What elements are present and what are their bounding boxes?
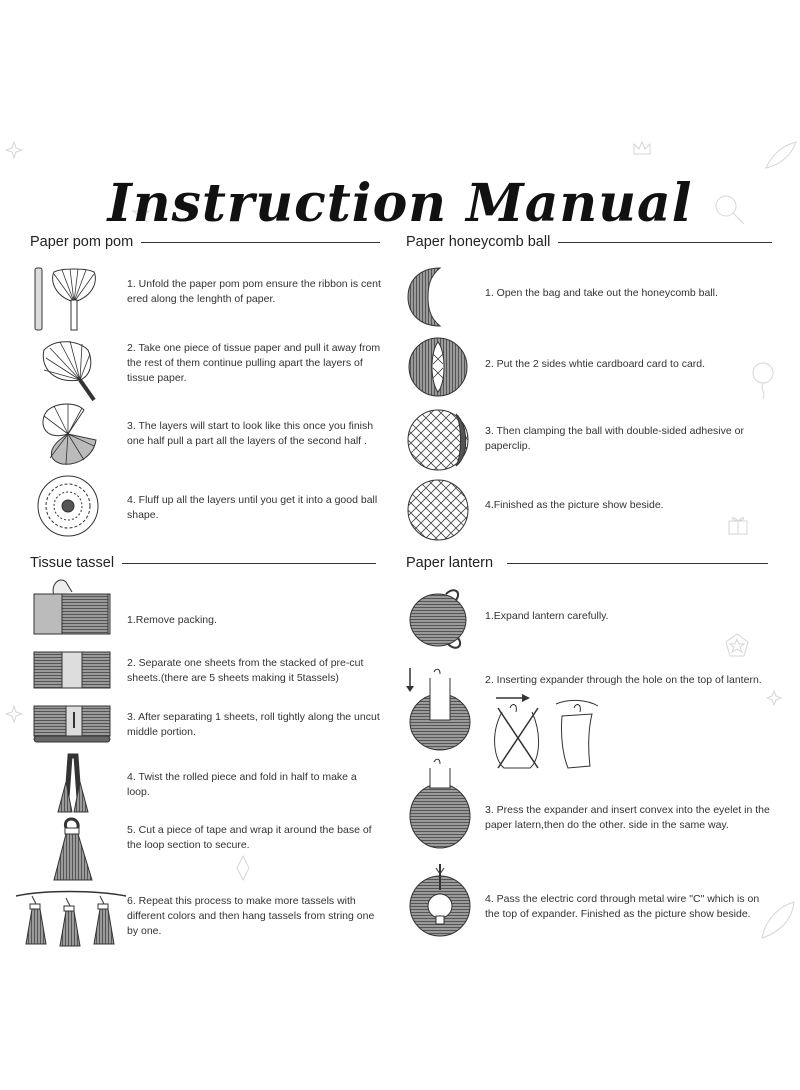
tassel-step-6: 6. Repeat this process to make more tassels with different colors and then hang tassels from string one by one. [127,895,375,937]
lantern-step-1: 1.Expand lantern carefully. [485,610,609,622]
section-heading-pompom [30,234,380,250]
pompom-step-2: 2. Take one piece of tissue paper and pull it away from the rest of them continue pulling apart the layers of tissue paper. [127,342,381,384]
honeycomb-ball-icon [406,478,470,542]
honeycomb-clamp-icon [406,408,472,472]
tassel-step-2: 2. Separate one sheets from the stacked of pre-cut sheets.(there are 5 sheets making it 5tassels) [127,657,364,684]
section-heading-label: Paper honeycomb ball [406,234,551,250]
pompom-step-4: 4. Fluff up all the layers until you get it into a good ball shape. [127,494,378,521]
section-heading-honeycomb [406,234,772,250]
honeycomb-step-3: 3. Then clamping the ball with double-sided adhesive or paperclip. [485,425,744,452]
tassel-pack-icon [32,574,112,638]
pompom-fan-icon [36,336,98,402]
honeycomb-step-2: 2. Put the 2 sides whtie cardboard card to card. [485,358,706,370]
section-heading-label: Paper lantern [406,555,494,571]
tassel-taped-icon [50,812,96,882]
tassel-sheet-icon [32,650,112,690]
lantern-step-3: 3. Press the expander and insert convex into the eyelet in the paper latern,then do the other. side in the same way. [485,804,770,831]
sparkle-icon [4,704,24,724]
pentagon-star-icon [724,632,750,658]
lantern-insert-icon [400,664,480,752]
tassel-step-5: 5. Cut a piece of tape and wrap it around the base of the loop section to secure. [127,824,372,851]
sparkle-icon [4,140,24,160]
gift-icon [726,512,750,536]
tassel-step-3: 3. After separating 1 sheets, roll tightly along the uncut middle portion. [127,711,380,738]
sparkle-icon [766,690,782,706]
pompom-step-3: 3. The layers will start to look like this once you finish one half pull a part all the layers of the second half . [127,420,374,447]
tassel-step-4: 4. Twist the rolled piece and fold in half to make a loop. [127,771,357,798]
section-heading-label: Paper pom pom [30,234,134,250]
tassel-roll-icon [32,704,114,744]
honeycomb-step-1: 1. Open the bag and take out the honeycomb ball. [485,287,718,299]
lantern-press-icon [404,758,476,852]
honeycomb-step-4: 4.Finished as the picture show beside. [485,499,664,511]
section-heading-label: Tissue tassel [30,555,115,571]
lantern-step-4: 4. Pass the electric cord through metal wire "C" which is on the top of expander. Finished as the picture show beside. [485,893,760,920]
pompom-ball-icon [36,474,100,538]
crown-icon [632,140,652,156]
tassel-step-1: 1.Remove packing. [127,614,217,626]
section-heading-lantern [406,555,768,571]
page-title: Instruction Manual [107,172,693,234]
honeycomb-open-icon [406,336,470,398]
lantern-step-2: 2. Inserting expander through the hole on the top of lantern. [485,674,762,686]
lantern-folded-icon [406,582,472,662]
section-heading-tassel [30,555,376,571]
honeycomb-half-icon [406,266,446,328]
diamond-icon [236,855,250,881]
leaf-icon [764,140,798,170]
pompom-folded-icon [32,266,112,332]
pompom-step-1: 1. Unfold the paper pom pom ensure the ribbon is cent ered along the lenghth of paper. [127,278,381,305]
lantern-cord-icon [404,860,476,940]
tassel-garland-icon [14,888,128,948]
tassel-loop-icon [48,752,98,814]
lantern-expander-diagram-icon [490,694,610,774]
pompom-half-icon [36,402,100,466]
